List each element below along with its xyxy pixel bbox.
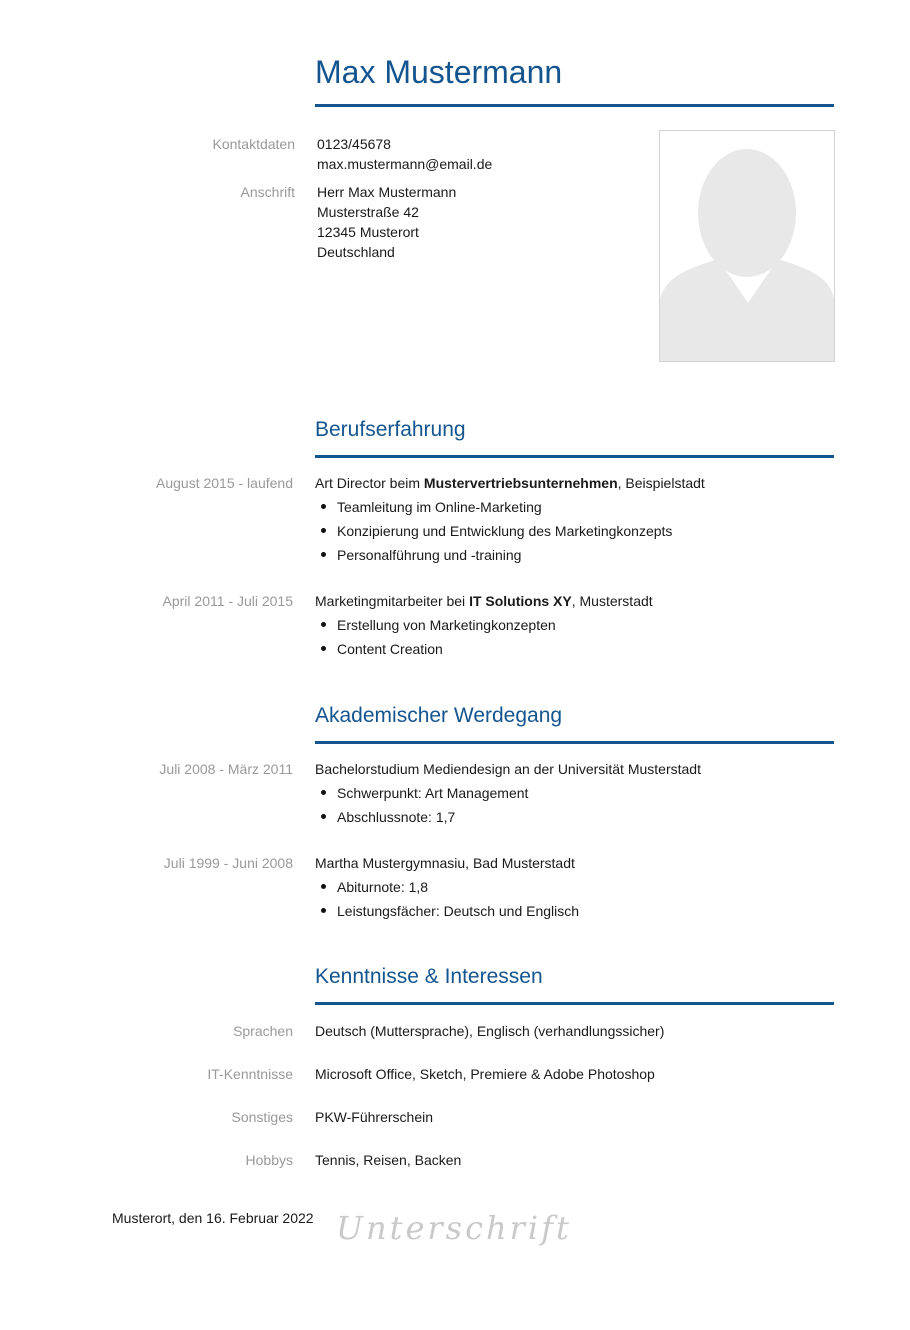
skill-label: Sonstiges: [231, 1109, 293, 1125]
bullet-list: [315, 495, 705, 567]
place-date: Musterort, den 16. Februar 2022: [112, 1210, 314, 1226]
address-label: Anschrift: [240, 184, 295, 200]
address-line: Herr Max Mustermann: [317, 184, 457, 200]
list-item: Abiturnote: 1,8: [315, 875, 579, 899]
cv-name: Max Mustermann: [315, 54, 563, 90]
education-title: Bachelorstudium Mediendesign an der Universität Musterstadt: [315, 761, 701, 777]
bullet-list: [315, 613, 653, 661]
email-address: max.mustermann@email.de: [317, 156, 493, 172]
skill-value: Tennis, Reisen, Backen: [315, 1152, 462, 1168]
list-item: Personalführung und -training: [315, 543, 705, 567]
bullet-list: [315, 875, 579, 923]
signature: Unterschrift: [336, 1209, 572, 1247]
address-line: 12345 Musterort: [317, 224, 419, 240]
list-item: Erstellung von Marketingkonzepten: [315, 613, 653, 637]
skill-label: IT-Kenntnisse: [207, 1066, 293, 1082]
section-divider: [315, 1002, 834, 1005]
experience-date: August 2015 - laufend: [156, 475, 293, 491]
education-date: Juli 2008 - März 2011: [159, 761, 293, 777]
experience-title: Marketingmitarbeiter bei IT Solutions XY, Musterstadt: [315, 593, 653, 609]
education-entry: [315, 853, 579, 923]
skill-label: Hobbys: [245, 1152, 293, 1168]
education-date: Juli 1999 - Juni 2008: [163, 855, 293, 871]
address-line: Musterstraße 42: [317, 204, 419, 220]
company-name: Mustervertriebsunternehmen: [423, 475, 618, 491]
address-block: [317, 182, 456, 262]
skill-value: Deutsch (Muttersprache), Englisch (verhandlungssicher): [315, 1023, 665, 1039]
experience-title: Art Director beim Mustervertriebsunternehmen, Beispielstadt: [315, 475, 705, 491]
section-divider: [315, 455, 834, 458]
contact-label: Kontaktdaten: [212, 136, 295, 152]
phone-number: 0123/45678: [317, 136, 391, 152]
skill-label: Sprachen: [233, 1023, 293, 1039]
address-line: Deutschland: [317, 244, 395, 260]
experience-entry: [315, 591, 653, 661]
person-silhouette-icon: [660, 131, 834, 361]
experience-entry: [315, 473, 705, 567]
section-title-skills: Kenntnisse & Interessen: [315, 965, 543, 988]
section-title-experience: Berufserfahrung: [315, 418, 466, 441]
list-item: Abschlussnote: 1,7: [315, 805, 701, 829]
education-entry: [315, 759, 701, 829]
list-item: Teamleitung im Online-Marketing: [315, 495, 705, 519]
section-title-education: Akademischer Werdegang: [315, 704, 563, 727]
profile-photo: [659, 130, 835, 362]
skill-value: Microsoft Office, Sketch, Premiere & Adobe Photoshop: [315, 1066, 655, 1082]
list-item: Schwerpunkt: Art Management: [315, 781, 701, 805]
bullet-list: [315, 781, 701, 829]
contact-block: [317, 134, 492, 174]
list-item: Konzipierung und Entwicklung des Marketingkonzepts: [315, 519, 705, 543]
education-title: Martha Mustergymnasiu, Bad Musterstadt: [315, 855, 575, 871]
experience-date: April 2011 - Juli 2015: [162, 593, 293, 609]
skill-value: PKW-Führerschein: [315, 1109, 434, 1125]
company-name: IT Solutions XY: [469, 593, 572, 609]
list-item: Leistungsfächer: Deutsch und Englisch: [315, 899, 579, 923]
name-divider: [315, 104, 834, 107]
list-item: Content Creation: [315, 637, 653, 661]
section-divider: [315, 741, 834, 744]
